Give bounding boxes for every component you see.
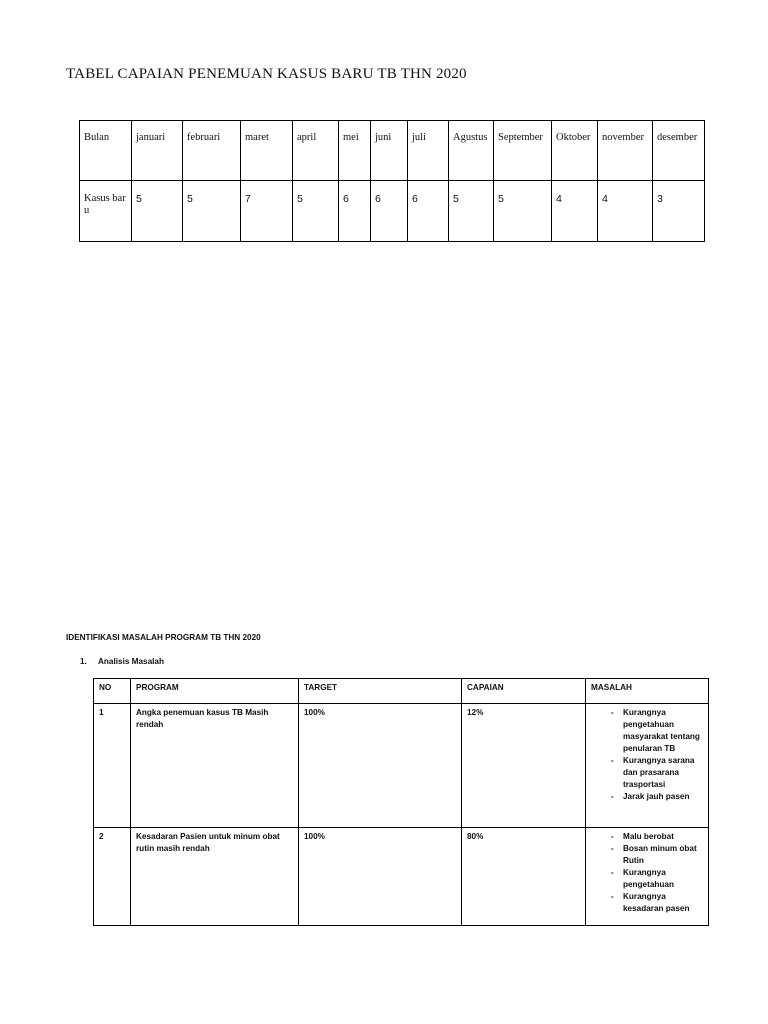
month-cell: juli xyxy=(408,121,449,181)
list-item: - Kurangnya sarana dan prasarana trasportasi xyxy=(611,755,703,791)
month-cell: Oktober xyxy=(552,121,598,181)
value-cell: 6 xyxy=(371,181,408,242)
list-item: - Bosan minum obat Rutin xyxy=(611,843,703,867)
problem-analysis-table xyxy=(93,678,709,926)
list-item: - Malu berobat xyxy=(611,831,703,843)
cell-target: 100% xyxy=(299,828,462,926)
cases-table xyxy=(79,120,705,242)
value-cell: 5 xyxy=(449,181,494,242)
table-header-row xyxy=(94,679,709,704)
subsection-number: 1. xyxy=(80,657,87,666)
list-item: - Kurangnya kesadaran pasen xyxy=(611,891,703,915)
month-cell: juni xyxy=(371,121,408,181)
value-cell: 5 xyxy=(494,181,552,242)
value-cell: 6 xyxy=(339,181,371,242)
section-title: IDENTIFIKASI MASALAH PROGRAM TB THN 2020 xyxy=(66,633,261,642)
cell-program: Kesadaran Pasien untuk minum obat rutin masih rendah xyxy=(131,828,299,926)
table-row xyxy=(80,121,705,181)
problem-list xyxy=(591,831,703,915)
row-header-bulan: Bulan xyxy=(80,121,132,181)
header-no: NO xyxy=(94,679,131,704)
month-cell: Agustus xyxy=(449,121,494,181)
cell-no: 2 xyxy=(94,828,131,926)
month-cell: mei xyxy=(339,121,371,181)
table-row xyxy=(94,828,709,926)
header-program: PROGRAM xyxy=(131,679,299,704)
subsection-label: Analisis Masalah xyxy=(98,657,164,666)
cell-no: 1 xyxy=(94,704,131,828)
subsection-heading xyxy=(80,657,164,666)
month-cell: april xyxy=(293,121,339,181)
value-cell: 3 xyxy=(653,181,705,242)
cell-capaian: 12% xyxy=(462,704,586,828)
list-item: - Kurangnya pengetahuan xyxy=(611,867,703,891)
month-cell: februari xyxy=(183,121,241,181)
list-item: - Kurangnya pengetahuan masyarakat tentang penularan TB xyxy=(611,707,703,755)
value-cell: 6 xyxy=(408,181,449,242)
month-cell: desember xyxy=(653,121,705,181)
value-cell: 5 xyxy=(132,181,183,242)
value-cell: 4 xyxy=(552,181,598,242)
cell-masalah xyxy=(586,704,709,828)
page-title: TABEL CAPAIAN PENEMUAN KASUS BARU TB THN 2020 xyxy=(66,66,467,82)
value-cell: 5 xyxy=(293,181,339,242)
row-header-kasus-baru: Kasus baru xyxy=(80,181,132,242)
list-item: - Jarak jauh pasen xyxy=(611,791,703,803)
cell-target: 100% xyxy=(299,704,462,828)
header-capaian: CAPAIAN xyxy=(462,679,586,704)
cell-program: Angka penemuan kasus TB Masih rendah xyxy=(131,704,299,828)
value-cell: 4 xyxy=(598,181,653,242)
table-row xyxy=(94,704,709,828)
table-row xyxy=(80,181,705,242)
month-cell: maret xyxy=(241,121,293,181)
header-masalah: MASALAH xyxy=(586,679,709,704)
cell-masalah xyxy=(586,828,709,926)
header-target: TARGET xyxy=(299,679,462,704)
value-cell: 5 xyxy=(183,181,241,242)
month-cell: September xyxy=(494,121,552,181)
cell-capaian: 80% xyxy=(462,828,586,926)
month-cell: november xyxy=(598,121,653,181)
month-cell: januari xyxy=(132,121,183,181)
problem-list xyxy=(591,707,703,803)
value-cell: 7 xyxy=(241,181,293,242)
